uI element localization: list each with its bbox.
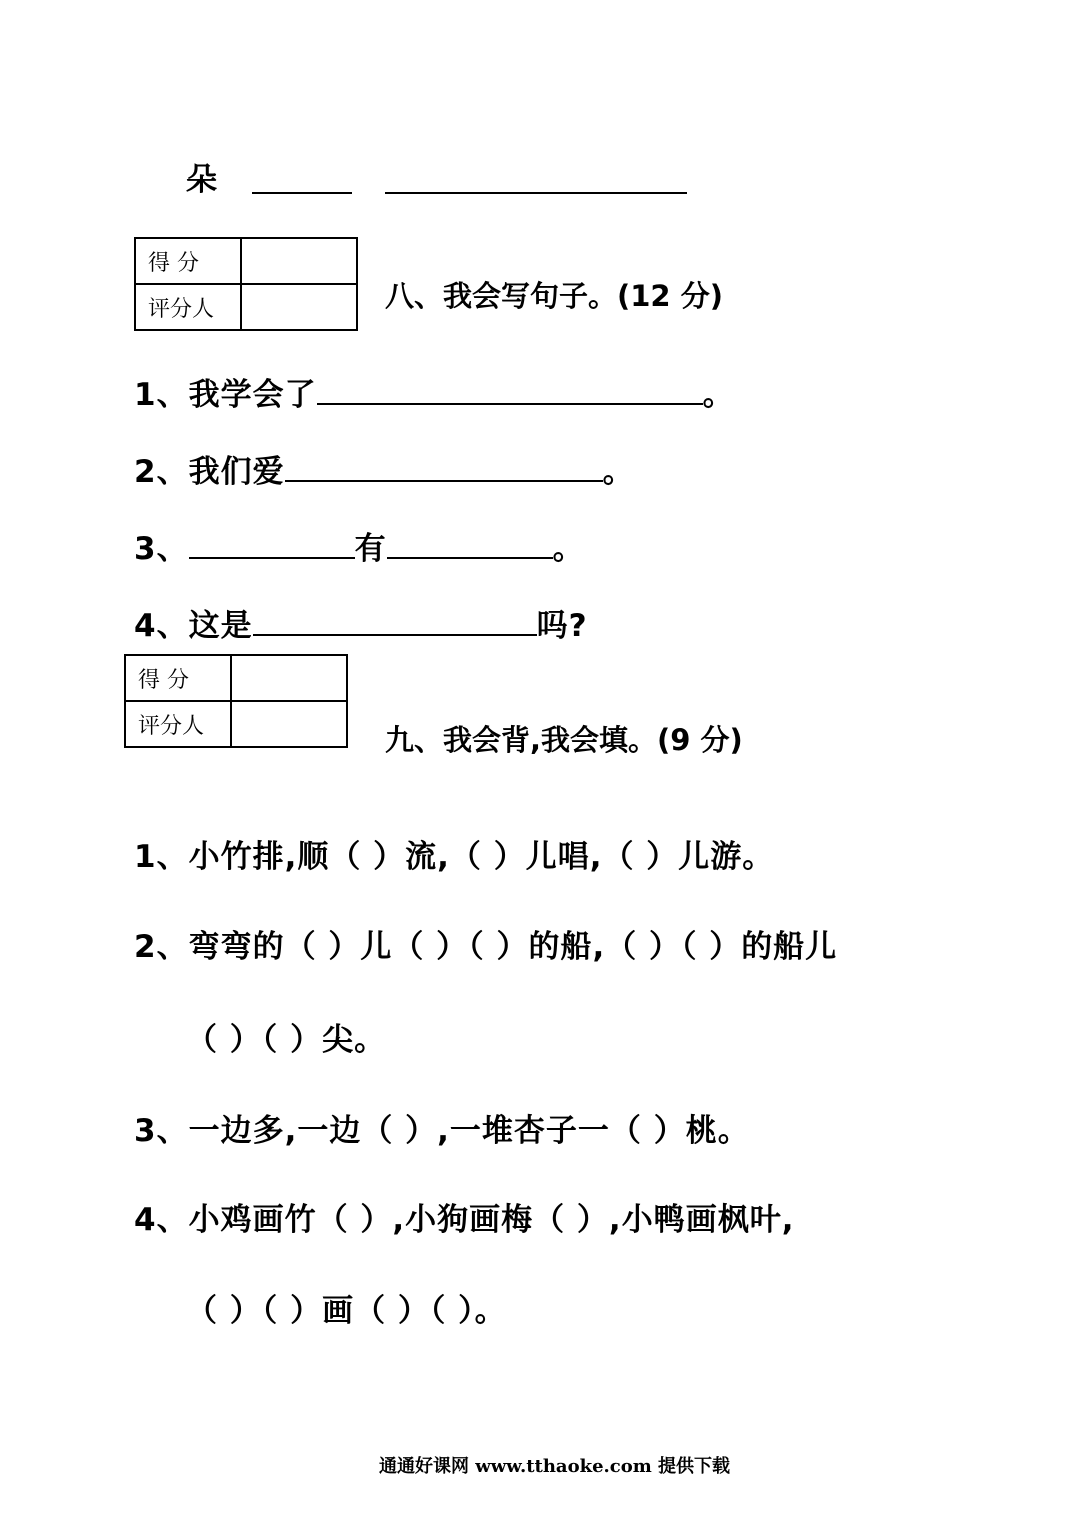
footer: 通通好课网 www.tthaoke.com 提供下载: [379, 1456, 731, 1477]
section8-title: 八、我会写句子。(12 分): [385, 279, 723, 313]
grader-label: 评分人: [125, 701, 231, 747]
fill-line: 3、一边多,一边（ ）,一堆杏子一（ ）桃。: [134, 1113, 750, 1149]
item-suffix: 。: [602, 454, 635, 490]
fill-line: （ ）（ ）画（ ）（ ）。: [186, 1293, 507, 1329]
answer-line[interactable]: [253, 608, 537, 636]
answer-line[interactable]: [285, 454, 603, 482]
answer-line[interactable]: [317, 377, 703, 405]
score-label: 得 分: [135, 238, 241, 284]
fill-line: （ ）（ ）尖。: [186, 1022, 387, 1058]
grader-cell[interactable]: [231, 701, 347, 747]
score-cell[interactable]: [241, 238, 357, 284]
fill-line: 2、弯弯的（ ）儿（ ）（ ）的船,（ ）（ ）的船儿: [134, 929, 838, 965]
grader-label: 评分人: [135, 284, 241, 330]
item-suffix: 吗?: [536, 608, 588, 644]
section9-title: 九、我会背,我会填。(9 分): [385, 723, 743, 757]
item-prefix: 2、我们爱: [134, 454, 285, 490]
answer-line[interactable]: [189, 531, 355, 559]
sentence-item: [134, 606, 588, 646]
sentence-item: [134, 529, 585, 569]
top-char: 朵: [186, 162, 218, 198]
answer-line: [385, 192, 687, 194]
grader-cell[interactable]: [241, 284, 357, 330]
item-prefix: 1、我学会了: [134, 377, 317, 413]
item-suffix: 。: [702, 377, 735, 413]
score-table: [124, 654, 348, 748]
fill-line: 4、小鸡画竹（ ）,小狗画梅（ ）,小鸭画枫叶,: [134, 1202, 795, 1238]
score-table: [134, 237, 358, 331]
item-suffix: 。: [552, 531, 585, 567]
sentence-item: [134, 452, 635, 492]
item-prefix: 3、: [134, 531, 189, 567]
item-prefix: 4、这是: [134, 608, 253, 644]
answer-line: [252, 192, 352, 194]
sentence-item: [134, 375, 735, 415]
item-middle: 有: [354, 531, 387, 567]
score-label: 得 分: [125, 655, 231, 701]
score-cell[interactable]: [231, 655, 347, 701]
answer-line[interactable]: [387, 531, 553, 559]
fill-line: 1、小竹排,顺（ ）流,（ ）儿唱,（ ）儿游。: [134, 839, 775, 875]
